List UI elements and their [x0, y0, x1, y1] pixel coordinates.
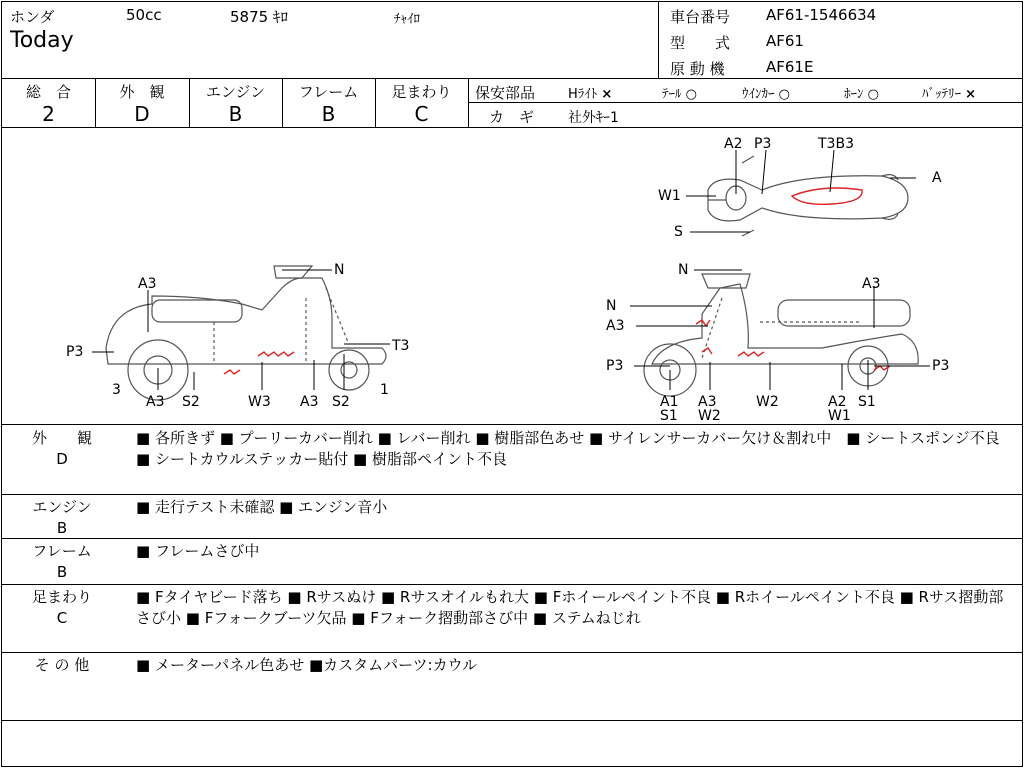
label-left-t3: T3 — [392, 338, 410, 354]
right-view-scooter — [644, 274, 918, 396]
label-right-n-top: N — [678, 262, 689, 278]
frame-number-label: 車台番号 — [670, 8, 731, 26]
remark-engine-text: ■ 走行テスト未確認 ■ エンジン音小 — [136, 498, 388, 516]
label-right-a1: A1 — [660, 394, 679, 410]
model-type-label: 型 式 — [670, 34, 731, 52]
label-left-w3: W3 — [248, 394, 271, 410]
label-right-a3-low: A3 — [698, 394, 717, 410]
label-top-a2: A2 — [724, 136, 743, 152]
label-right-s1-rear: S1 — [858, 394, 876, 410]
label-left-s2-front: S2 — [332, 394, 350, 410]
label-right-a3: A3 — [606, 318, 625, 334]
grade-engine-value: B — [228, 102, 243, 126]
remark-frame-label: フレーム B — [32, 542, 92, 581]
remark-other-label: そ の 他 — [34, 656, 90, 674]
label-left-s2-rear: S2 — [182, 394, 200, 410]
damage-diagram — [2, 128, 1022, 424]
label-right-a2: A2 — [828, 394, 847, 410]
leader-lines — [92, 150, 930, 390]
label-right-w2-front: W2 — [698, 408, 721, 424]
engine-type-value: AF61E — [766, 58, 814, 76]
color-value: ﾁｬｲﾛ — [394, 12, 420, 27]
label-right-w1: W1 — [828, 408, 851, 424]
model-type-value: AF61 — [766, 32, 804, 50]
remark-other-text: ■ メーターパネル色あせ ■カスタムパーツ:カウル — [136, 656, 478, 674]
safety-item-tail: ﾃｰﾙ ○ — [662, 87, 697, 102]
remark-engine-label: エンジン B — [32, 498, 92, 537]
label-right-p3-front: P3 — [606, 358, 624, 374]
label-top-w1: W1 — [658, 188, 681, 204]
label-left-a3-front: A3 — [300, 394, 319, 410]
grade-suspension-label: 足まわり — [391, 83, 452, 101]
label-left-n: N — [334, 262, 345, 278]
label-right-s1-front: S1 — [660, 408, 678, 424]
grade-exterior-label: 外 観 — [119, 83, 165, 101]
label-top-p3: P3 — [754, 136, 772, 152]
label-left-a3-seat: A3 — [138, 276, 157, 292]
key-value: 社外ｷｰ1 — [568, 110, 619, 126]
grade-overall-value: 2 — [42, 102, 55, 126]
displacement: 50cc — [126, 6, 162, 24]
remark-exterior-label: 外 観 D — [31, 429, 92, 468]
remark-exterior-text: ■ 各所きず ■ プーリーカバー削れ ■ レバー削れ ■ 樹脂部色あせ ■ サイレンサーカバー欠け＆割れ中 ■ シートスポンジ不良 ■ シートカウルステッカー貼付 ■ 樹脂部ペイント不良 — [136, 429, 1000, 468]
frame-number-value: AF61-1546634 — [766, 6, 877, 24]
safety-item-battery: ﾊﾞｯﾃﾘｰ × — [922, 87, 977, 102]
label-left-3: 3 — [112, 382, 121, 398]
maker-name: ホンダ — [10, 8, 55, 26]
grade-frame-label: フレーム — [298, 83, 359, 101]
label-right-n: N — [606, 298, 617, 314]
key-label: カ ギ — [489, 108, 535, 126]
grade-frame-value: B — [321, 102, 336, 126]
label-right-w2: W2 — [756, 394, 779, 410]
label-top-t3b3: T3B3 — [818, 136, 854, 152]
grade-exterior-value: D — [134, 102, 150, 126]
label-top-s: S — [674, 224, 683, 240]
safety-parts-label: 保安部品 — [475, 84, 536, 102]
label-left-a3-wheel: A3 — [146, 394, 165, 410]
label-right-p3-rear: P3 — [932, 358, 950, 374]
safety-item-winker: ｳｲﾝｶｰ ○ — [742, 87, 790, 102]
model-name: Today — [10, 28, 74, 53]
grade-overall-label: 総 合 — [25, 83, 71, 101]
label-right-a3-seat: A3 — [862, 276, 881, 292]
label-left-1: 1 — [380, 382, 389, 398]
top-view-scooter — [708, 156, 908, 236]
mileage: 5875 ｷﾛ — [230, 8, 288, 26]
remark-frame-text: ■ フレームさび中 — [136, 542, 260, 560]
grade-engine-label: エンジン — [205, 83, 266, 101]
safety-item-headlight: Hﾗｲﾄ × — [568, 87, 613, 102]
engine-type-label: 原 動 機 — [670, 60, 725, 78]
label-left-p3: P3 — [66, 344, 84, 360]
label-top-a: A — [932, 170, 942, 186]
remark-suspension-label: 足まわり C — [31, 588, 92, 627]
inspection-sheet — [1, 1, 1023, 767]
remark-suspension-text: ■ Fタイヤビード落ち ■ Rサスぬけ ■ Rサスオイルもれ大 ■ Fホイールペイント不良 ■ Rホイールペイント不良 ■ Rサス摺動部さび小 ■ Fフォークブーツ欠品 ■ Fフォーク摺動部さび中 ■ ステムねじれ — [136, 588, 1004, 627]
grade-suspension-value: C — [414, 102, 429, 126]
safety-item-horn: ﾎｰﾝ ○ — [844, 87, 879, 102]
